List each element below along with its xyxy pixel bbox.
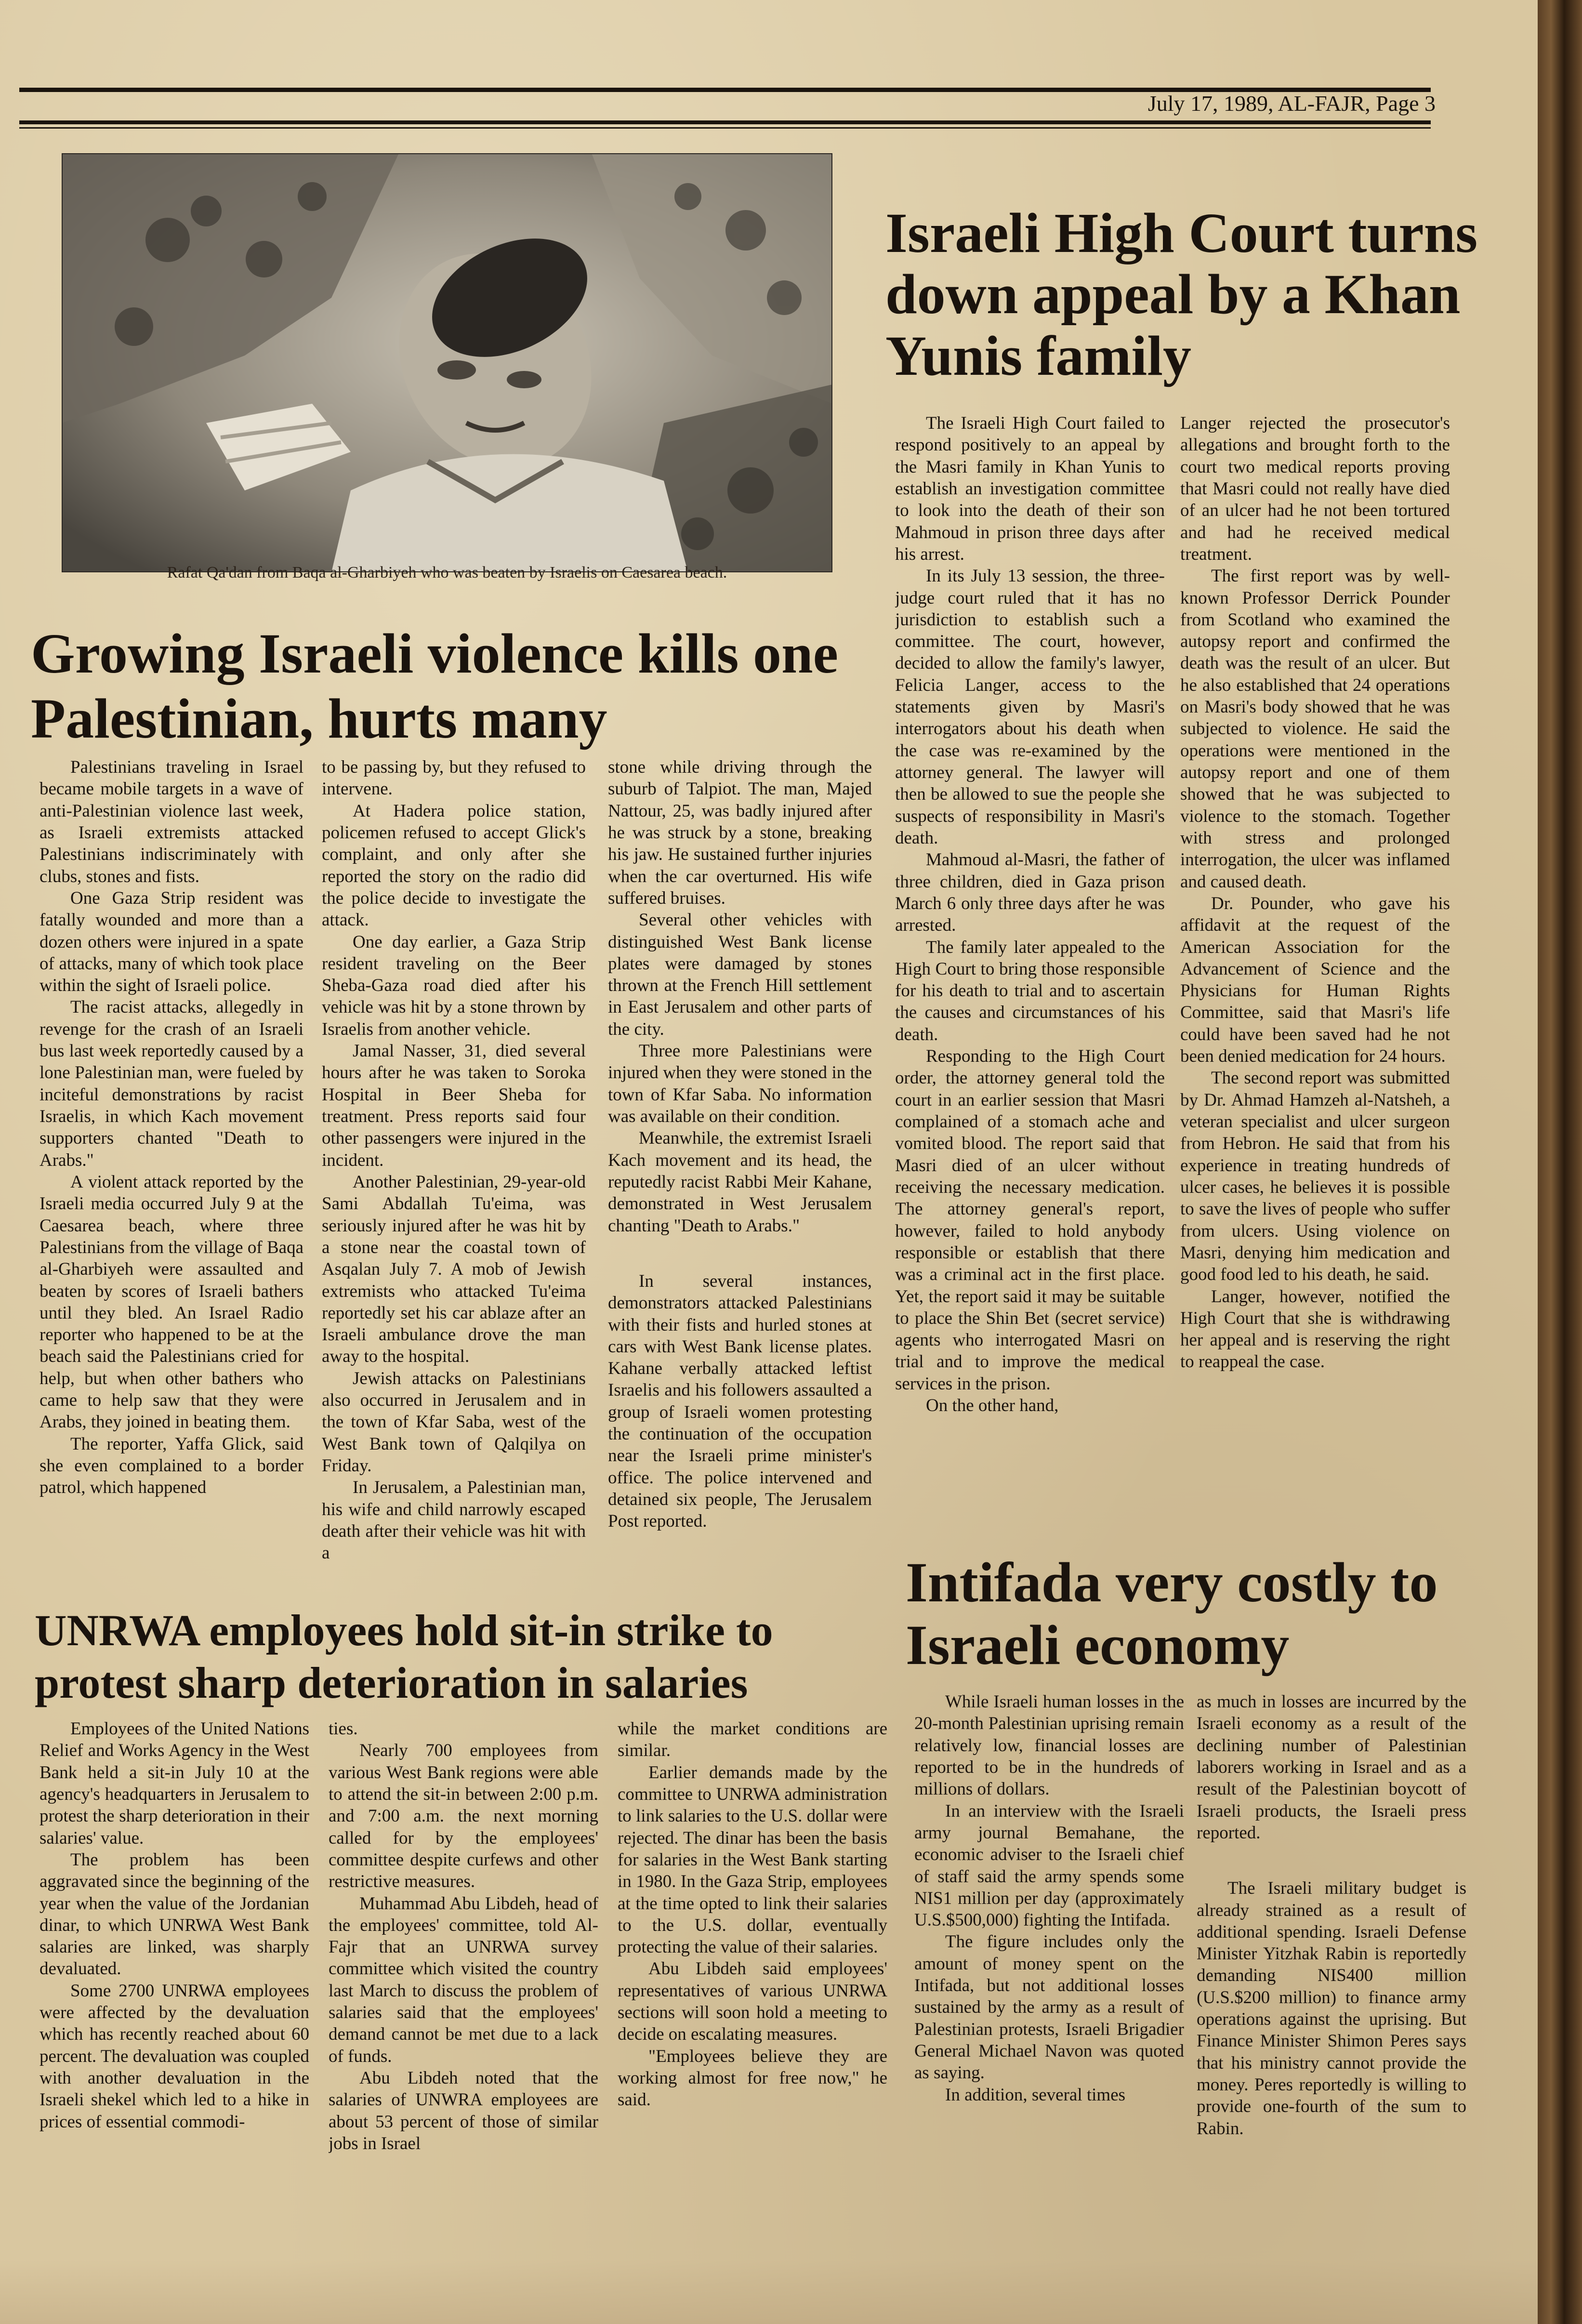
violence-column-2	[322, 756, 586, 1590]
court-paragraph: In its July 13 session, the three-judge court ruled that it has no jurisdiction to establish such a committee. The court, however, decided to allow the family's lawyer, Felicia Langer, access to the statements given by Masri's interrogators about his death when the case was re-examined by the attorney general. The lawyer will then be allowed to sue the people she suspects of responsibility in Masri's death.	[895, 566, 1165, 848]
violence-paragraph: The reporter, Yaffa Glick, said she even complained to a border patrol, which happened	[40, 1434, 303, 1498]
violence-paragraph: In several instances, demonstrators attacked Palestinians with their fists and hurled stones at cars with West Bank license plates. Kahane verbally attacked leftist Israelis and his followers assaulted a group of Israeli women protesting the continuation of the occupation near the Israeli prime minister's office. The police intervened and detained six people, The Jerusalem Post reported.	[608, 1271, 872, 1532]
unrwa-paragraph: Nearly 700 employees from various West Bank regions were able to attend the sit-in between 2:00 p.m. and 7:00 a.m. the next morning called for by the employees' committee despite curfews and other restrictive measures.	[329, 1741, 598, 1892]
violence-paragraph: The racist attacks, allegedly in revenge for the crash of an Israeli bus last week reportedly caused by a lone Palestinian man, were fueled by inciteful demonstrations by racist Israelis, in which Kach movement supporters chanted "Death to Arabs."	[40, 997, 303, 1170]
violence-paragraph: to be passing by, but they refused to intervene.	[322, 757, 586, 799]
court-paragraph: Langer rejected the prosecutor's allegations and brought forth to the court two medical reports proving that Masri could not really have died of an ulcer had he not been tortured and had he received medical treatment.	[1180, 413, 1450, 564]
court-paragraph: Langer, however, notified the High Court that she is withdrawing her appeal and is reserving the right to reappeal the case.	[1180, 1286, 1450, 1372]
unrwa-paragraph: Some 2700 UNRWA employees were affected by the devaluation which has recently reached about 60 percent. The devaluation was coupled with another devaluation in the Israeli shekel which led to a hike in prices of essential commodi-	[40, 1981, 309, 2132]
violence-column-3	[608, 756, 872, 1590]
violence-paragraph: A violent attack reported by the Israeli media occurred July 9 at the Caesarea beach, where three Palestinians from the village of Baqa al-Gharbiyeh were assaulted and beaten by scores of Israeli bathers until they bled. An Israel Radio reporter who happened to be at the beach said the Palestinians cried for help, but when other bathers who came to help saw that they were Arabs, they joined in beating them.	[40, 1172, 303, 1432]
unrwa-paragraph: "Employees believe they are working almost for free now," he said.	[618, 2046, 887, 2110]
photo-beaten-man-image	[62, 153, 832, 572]
violence-paragraph: Jamal Nasser, 31, died several hours after he was taken to Soroka Hospital in Beer Sheba for treatment. Press reports said four other passengers were injured in the incident.	[322, 1041, 586, 1170]
violence-paragraph: In Jerusalem, a Palestinian man, his wife and child narrowly escaped death after their vehicle was hit with a	[322, 1478, 586, 1563]
unrwa-paragraph: Employees of the United Nations Relief and Works Agency in the West Bank held a sit-in July 10 at the agency's headquarters in Jerusalem to protest the sharp deterioration in their salaries' value.	[40, 1719, 309, 1848]
violence-paragraph: Several other vehicles with distinguished West Bank license plates were damaged by stones thrown at the French Hill settlement in East Jerusalem and other parts of the city.	[608, 910, 872, 1039]
unrwa-paragraph: Earlier demands made by the committee to UNRWA administration to link salaries to the U.S. dollar were rejected. The dinar has been the basis for salaries in the West Bank starting in 1980. In the Gaza Strip, employees at the time opted to link their salaries to the U.S. dollar, eventually protecting the value of their salaries.	[618, 1762, 887, 1957]
intifada-column-2	[1197, 1691, 1466, 2240]
court-paragraph: Mahmoud al-Masri, the father of three children, died in Gaza prison March 6 only three days after he was arrested.	[895, 850, 1165, 936]
intifada-paragraph: The Israeli military budget is already strained as a result of additional spending. Israeli Defense Minister Yitzhak Rabin is reportedly demanding NIS400 million (U.S.$200 million) to finance army operations against the uprising. But Finance Minister Shimon Peres says that his ministry cannot provide the money. Peres reportedly is willing to provide one-fourth of the sum to Rabin.	[1197, 1878, 1466, 2139]
violence-paragraph: At Hadera police station, policemen refused to accept Glick's complaint, and only after she reported the story on the radio did the police decide to investigate the attack.	[322, 801, 586, 930]
court-paragraph: Responding to the High Court order, the attorney general told the court in an earlier session that Masri complained of a stomach ache and vomited blood. The report said that Masri died of an ulcer without receiving the necessary medication. The attorney general's report, however, failed to hold anybody responsible or establish that there was a criminal act in the first place. Yet, the report said it may be suitable to place the Shin Bet (secret service) agents who interrogated Masri on trial and to improve the medical services in the prison.	[895, 1046, 1165, 1394]
court-column-2	[1180, 412, 1450, 1520]
violence-paragraph: Palestinians traveling in Israel became mobile targets in a wave of anti-Palestinian violence last week, as Israeli extremists attacked Palestinians indiscriminately with clubs, stones and fists.	[40, 757, 303, 886]
unrwa-paragraph: while the market conditions are similar.	[618, 1719, 887, 1761]
violence-paragraph: Three more Palestinians were injured when they were stoned in the town of Kfar Saba. No information was available on their condition.	[608, 1041, 872, 1126]
intifada-paragraph: In an interview with the Israeli army journal Bemahane, the economic adviser to the Israeli chief of staff said the army spends some NIS1 million per day (approximately U.S.$500,000) fighting the Intifada.	[914, 1801, 1184, 1930]
violence-paragraph: Jewish attacks on Palestinians also occurred in Jerusalem and in the town of Kfar Saba, west of the West Bank town of Qalqilya on Friday.	[322, 1368, 586, 1476]
unrwa-column-1	[40, 1718, 309, 2238]
intifada-paragraph: as much in losses are incurred by the Israeli economy as a result of the declining number of Palestinian laborers working in Israel and as a result of the Palestinian boycott of Israeli products, the Israeli press reported.	[1197, 1692, 1466, 1843]
violence-paragraph: One day earlier, a Gaza Strip resident traveling on the Beer Sheba-Gaza road died after his vehicle was hit by a stone thrown by Israelis from another vehicle.	[322, 932, 586, 1039]
header-rule	[19, 120, 1431, 124]
page-dateline: July 17, 1989, AL-FAJR, Page 3	[1147, 91, 1436, 116]
unrwa-paragraph: ties.	[329, 1719, 358, 1739]
court-paragraph: The second report was submitted by Dr. Ahmad Hamzeh al-Natsheh, a veteran specialist and ulcer surgeon from Hebron. He said that from his experience in treating hundreds of ulcer cases, he believes it is possible to save the lives of people who suffer from ulcers. Using violence on Masri, denying him medication and good food led to his death, he said.	[1180, 1068, 1450, 1285]
intifada-paragraph: In addition, several times	[945, 2085, 1126, 2105]
court-column-1	[895, 412, 1165, 1520]
violence-paragraph: One Gaza Strip resident was fatally wounded and more than a dozen others were injured in a spate of attacks, many of which took place within the sight of Israeli police.	[40, 888, 303, 996]
header-rule-thin	[19, 127, 1431, 129]
unrwa-paragraph: Muhammad Abu Libdeh, head of the employees' committee, told Al-Fajr that an UNRWA survey committee which visited the country last March to discuss the problem of salaries said that the employees' demand cannot be met due to a lack of funds.	[329, 1893, 598, 2066]
violence-paragraph: stone while driving through the suburb of Talpiot. The man, Majed Nattour, 25, was badly injured after he was struck by a stone, breaking his jaw. He sustained further injuries when the car overturned. His wife suffered bruises.	[608, 757, 872, 908]
column-break-space	[608, 1237, 872, 1270]
court-paragraph: Dr. Pounder, who gave his affidavit at the request of the American Association for the Advancement of Science and the Physicians for Human Rights Committee, said that Masri's life could have been saved had he not been denied medication for 24 hours.	[1180, 893, 1450, 1067]
violence-paragraph: Another Palestinian, 29-year-old Sami Abdallah Tu'eima, was seriously injured after he was hit by a stone near the coastal town of Asqalan July 7. A mob of Jewish extremists who attacked Tu'eima reportedly set his car ablaze after an Israeli ambulance drove the man away to the hospital.	[322, 1172, 586, 1367]
photo-caption: Rafat Qa'dan from Baqa al-Gharbiyeh who was beaten by Israelis on Caesarea beach.	[167, 564, 727, 581]
violence-column-1	[40, 756, 303, 1590]
violence-headline: Growing Israeli violence kills one Palestinian, hurts many	[31, 622, 839, 750]
news-photo	[62, 153, 832, 572]
intifada-paragraph: While Israeli human losses in the 20-month Palestinian uprising remain relatively low, financial losses are reported to be in the hundreds of millions of dollars.	[914, 1692, 1184, 1799]
unrwa-paragraph: Abu Libdeh said employees' representatives of various UNRWA sections will soon hold a meeting to decide on escalating measures.	[618, 1959, 887, 2045]
column-break-space	[1197, 1844, 1466, 1877]
unrwa-paragraph: The problem has been aggravated since the beginning of the year when the value of the Jordanian dinar, to which UNRWA West Bank salaries are linked, was sharply devaluated.	[40, 1849, 309, 1979]
court-headline: Israeli High Court turns down appeal by a Khan Yunis family	[885, 201, 1478, 387]
unrwa-paragraph: Abu Libdeh noted that the salaries of UNWRA employees are about 53 percent of those of similar jobs in Israel	[329, 2068, 598, 2153]
intifada-headline: Intifada very costly to Israeli economy	[906, 1551, 1438, 1677]
unrwa-column-3	[618, 1718, 887, 2238]
book-binding-edge	[1538, 0, 1582, 2324]
unrwa-column-2	[329, 1718, 598, 2238]
court-paragraph: The first report was by well-known Professor Derrick Pounder from Scotland who examined the autopsy report and confirmed the death was the result of an ulcer. But he also established that 24 operations on Masri's body showed that he was subjected to violence. He said the operations were mentioned in the autopsy report and one of them showed that he was subjected to violence to the stomach. Together with stress and prolonged interrogation, the ulcer was inflamed and caused death.	[1180, 566, 1450, 892]
intifada-paragraph: The figure includes only the amount of money spent on the Intifada, but not additional losses sustained by the army as a result of Palestinian protests, Israeli Brigadier General Michael Navon was quoted as saying.	[914, 1932, 1184, 2083]
court-paragraph: The Israeli High Court failed to respond positively to an appeal by the Masri family in Khan Yunis to establish an investigation committee to look into the death of their son Mahmoud in prison three days after his arrest.	[895, 413, 1165, 564]
unrwa-headline: UNRWA employees hold sit-in strike to protest sharp deterioration in salaries	[35, 1606, 773, 1707]
court-paragraph: On the other hand,	[926, 1396, 1059, 1416]
court-paragraph: The family later appealed to the High Court to bring those responsible for his death to trial and to ascertain the causes and circumstances of his death.	[895, 937, 1165, 1044]
intifada-column-1	[914, 1691, 1184, 2240]
violence-paragraph: Meanwhile, the extremist Israeli Kach movement and its head, the reputedly racist Rabbi Meir Kahane, demonstrated in West Jerusalem chanting "Death to Arabs."	[608, 1128, 872, 1236]
page-bottom-shadow	[0, 2259, 1538, 2324]
